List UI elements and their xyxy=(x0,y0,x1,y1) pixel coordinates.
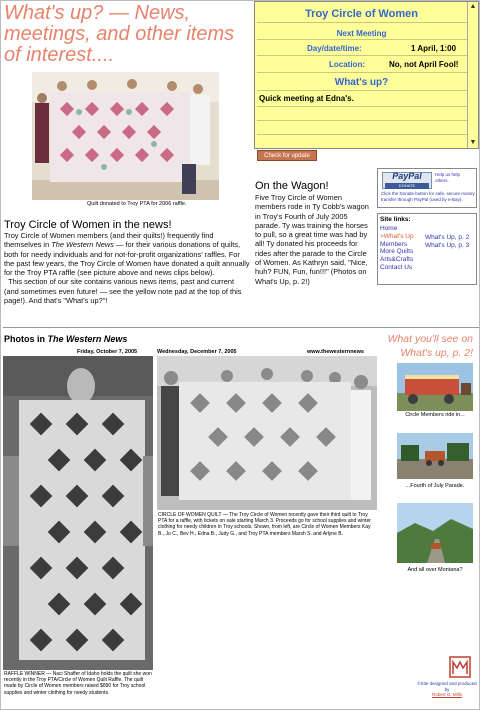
paypal-note: Click the Donate button for safe, secure money transfer through PayPal (used by e-Bay). xyxy=(381,191,475,202)
next-meeting-label: Next Meeting xyxy=(336,29,387,38)
circle-quilt-photo-image xyxy=(157,356,377,510)
designer-logo[interactable] xyxy=(449,656,471,678)
quilt-group-photo xyxy=(32,72,219,200)
notepad-rule xyxy=(257,120,468,121)
preview-heading: What you'll see on What's up, p. 2! xyxy=(387,333,473,359)
meeting-notepad[interactable] xyxy=(254,1,479,149)
site-links-column-1 xyxy=(380,225,426,272)
top-photo-caption: Quilt donated to Troy PTA for 2006 raffle. xyxy=(87,201,187,207)
date-label: Day/date/time: xyxy=(307,44,362,53)
location-label: Location: xyxy=(329,60,365,69)
designer-link[interactable]: Robert G. Mills xyxy=(432,692,462,697)
clip1-date: Friday, October 7, 2005 xyxy=(77,349,138,355)
designer-logo-icon xyxy=(449,656,471,678)
thumb-caption-3: And all over Montana? xyxy=(407,567,463,573)
notepad-rule xyxy=(257,72,468,73)
clip1-caption: RAFFLE WINNER — Naci Shaffer of Idaho holds the quilt she won recently in the Troy PTA/Circle of Women Quilt Raffle. The quilt made by Circle of Women members raised $890 for Troy school supplies and winter clothing for needy students. xyxy=(4,671,152,696)
montana-thumb[interactable] xyxy=(397,503,473,563)
check-for-update-button[interactable]: Check for update xyxy=(257,150,317,161)
site-links-title: Site links: xyxy=(380,216,411,223)
clip2-date: Wednesday, December 7, 2005 xyxy=(157,349,237,355)
thumb-caption-1: Circle Members ride in... xyxy=(405,412,465,418)
photos-heading xyxy=(4,334,127,344)
link-whats-up-p3[interactable]: What's Up, p. 3 xyxy=(425,241,470,249)
clip2-caption: CIRCLE OF WOMEN QUILT — The Troy Circle of Women recently gave their third quilt to Troy PTA for a raffle, with tickets on sale starting March 3. Proceeds go for school supplies and winter clothing for needy children in Troy schools. Shown, from left, are Circle of Women Members Kay B., Jo C., Bev H., Edna B., Judy G., and Troy PTA members Marsh S. and Arlyne B. xyxy=(158,512,371,537)
date-value: 1 April, 1:00 xyxy=(411,44,457,53)
news-heading: Troy Circle of Women in the news! xyxy=(4,219,172,231)
link-contact-us[interactable]: Contact Us xyxy=(380,263,413,271)
news-body xyxy=(4,231,250,305)
link-arts-crafts[interactable]: Arts&Crafts xyxy=(380,256,414,264)
location-value: No, not April Fool! xyxy=(389,60,459,69)
link-home[interactable]: Home xyxy=(380,225,398,232)
paypal-help-text: Help us help others. xyxy=(435,172,461,183)
news-text: This section of our site contains various news items, past and current (and sometimes even future! — see the yellow note pad at the top of this page!). And that's "What's up?"! xyxy=(4,277,242,306)
notepad-rule xyxy=(257,134,468,135)
site-credit xyxy=(417,681,477,698)
notepad-rule xyxy=(257,39,468,40)
divider xyxy=(3,327,479,328)
wagon-heading: On the Wagon! xyxy=(255,180,329,192)
site-links-column-2 xyxy=(425,234,477,250)
donate-label: DONATE xyxy=(385,183,429,189)
wagon-body: Five Troy Circle of Women members rode in Ty Cobb's wagon in Troy's Fourth of July 2005 parade. Ty was training the horses to pull, so a great time was had by all! Ty donated his proceeds for rides after the parade to the Circle of Women. As Kathryn said, "Nice, huh? FUN, Fun, fun!!!" (Photos on What's Up, p. 2!) xyxy=(255,193,369,286)
fourth-of-july-thumb-image xyxy=(397,433,473,479)
paypal-box xyxy=(377,168,477,208)
credit-line: ©Site designed and produced by xyxy=(417,681,477,692)
scroll-down-icon[interactable]: ▼ xyxy=(469,139,477,146)
newspaper-name: The Western News xyxy=(51,240,114,250)
raffle-winner-photo-image xyxy=(3,356,153,670)
thumb-caption-2: ...Fourth of July Parade. xyxy=(405,483,465,489)
photos-heading-text: Photos in xyxy=(4,334,48,344)
site-links xyxy=(377,213,477,285)
circle-quilt-photo xyxy=(157,356,377,510)
notepad-rule xyxy=(257,55,468,56)
parade-wagon-thumb[interactable] xyxy=(397,363,473,411)
raffle-winner-photo xyxy=(3,356,153,670)
parade-wagon-thumb-image xyxy=(397,363,473,411)
link-more-quilts[interactable]: More Quilts xyxy=(380,248,414,256)
fourth-of-july-thumb[interactable] xyxy=(397,433,473,479)
paypal-logo: PayPal xyxy=(392,171,422,181)
paypal-donate-button[interactable] xyxy=(382,172,432,189)
notepad-scrollbar[interactable] xyxy=(467,2,478,148)
montana-thumb-image xyxy=(397,503,473,563)
quilt-group-photo-image xyxy=(32,72,219,200)
notepad-rule xyxy=(257,90,468,91)
newspaper-name: The Western News xyxy=(47,334,128,344)
whats-up-value: Quick meeting at Edna's. xyxy=(259,94,354,103)
link-whats-up[interactable]: >What's Up xyxy=(380,232,414,240)
link-whats-up-p2[interactable]: What's Up, p. 2 xyxy=(425,234,470,241)
whats-up-label: What's up? xyxy=(334,77,389,88)
page-headline: What's up? — News, meetings, and other items of interest.... xyxy=(4,2,235,66)
notepad-rule xyxy=(257,106,468,107)
notepad-title: Troy Circle of Women xyxy=(305,8,418,20)
scroll-up-icon[interactable]: ▲ xyxy=(469,3,477,10)
news-text: Troy Circle of Women members (and their quilts!) frequently find themselves in xyxy=(4,231,214,250)
link-members[interactable]: Members xyxy=(380,240,408,248)
news-text: — for their various donations of quilts, both for needy individuals and for not-for-profit organizations' raffles. For the past few years, the Troy Circle of Women have donated a quilt annually for the Troy PTA raffle (see picture above and news clips below). xyxy=(4,240,250,278)
notepad-rule xyxy=(257,22,468,23)
newspaper-site: www.thewesternnews xyxy=(307,349,364,355)
